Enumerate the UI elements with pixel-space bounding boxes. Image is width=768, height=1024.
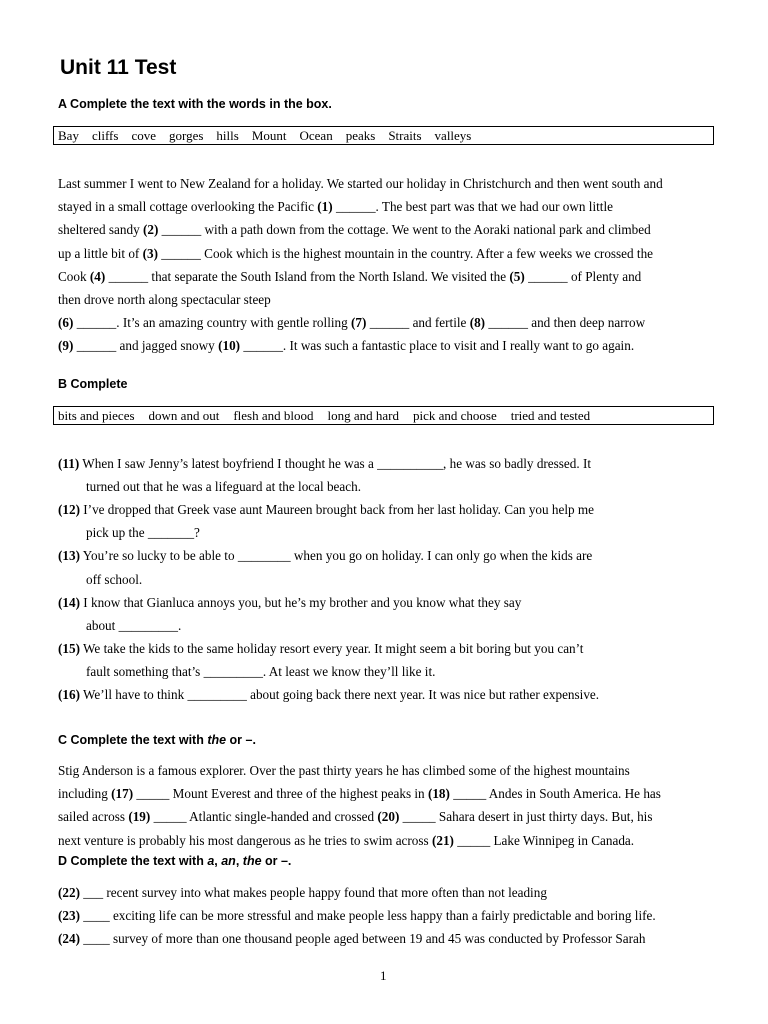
text-run: _____ Mount Everest and three of the highest peaks in — [133, 786, 428, 802]
item-number: (20) — [377, 809, 400, 825]
heading-text: or –. — [226, 733, 256, 747]
word-box-item: peaks — [345, 128, 376, 143]
text-line — [58, 809, 652, 825]
text-run: _____ Atlantic single-handed and crossed — [150, 809, 378, 825]
text-run: then drove north along spectacular steep — [58, 292, 271, 307]
text-run: Last summer I went to New Zealand for a holiday. We started our holiday in Christchurch and then went south and — [58, 176, 663, 191]
heading-emphasis: the — [207, 733, 227, 747]
text-line — [58, 176, 663, 192]
text-run: We take the kids to the same holiday resort every year. It might seem a bit boring but you can’t — [79, 640, 584, 656]
text-run: You’re so lucky to be able to ________ when you go on holiday. I can only go when the kids are — [79, 548, 593, 564]
word-box-item: Straits — [388, 128, 422, 143]
heading-text: , — [214, 854, 222, 868]
text-line — [58, 885, 547, 901]
question-line — [86, 664, 435, 680]
item-number: (17) — [111, 786, 134, 802]
item-number: (11) — [58, 456, 80, 471]
question-line — [58, 687, 599, 703]
text-run: turned out that he was a lifeguard at the local beach. — [86, 479, 361, 495]
text-run: fault something that’s _________. At least we know they’ll like it. — [86, 663, 436, 679]
item-number: (10) — [218, 338, 241, 354]
question-line — [58, 502, 594, 518]
page-title: Unit 11 Test — [60, 56, 177, 79]
item-number: (23) — [58, 908, 80, 924]
word-box-item: long and hard — [327, 408, 399, 423]
text-run: ____ exciting life can be more stressful and make people less happy than a fairly predictable and boring life. — [79, 908, 656, 924]
text-run: ____ survey of more than one thousand people aged between 19 and 45 was conducted by Professor Sarah — [79, 931, 646, 947]
word-box-item: cove — [131, 128, 156, 143]
text-line — [58, 763, 630, 779]
item-number: (3) — [142, 245, 158, 261]
text-run: ______ of Plenty and — [524, 268, 642, 284]
text-run: ______. It was such a fantastic place to visit and I really want to go again. — [240, 338, 635, 354]
text-line — [58, 292, 271, 308]
item-number: (14) — [58, 594, 80, 610]
item-number: (4) — [89, 268, 106, 284]
word-box-item: hills — [216, 128, 239, 143]
text-line — [58, 246, 653, 262]
question-line — [86, 572, 142, 588]
heading-emphasis: the — [242, 854, 262, 868]
text-run: _____ Andes in South America. He has — [449, 786, 661, 802]
text-run: including — [58, 786, 112, 802]
text-run: I know that Gianluca annoys you, but he’s my brother and you know what they say — [79, 594, 522, 610]
word-box-item: Mount — [251, 128, 287, 143]
text-line — [58, 833, 634, 849]
item-number: (8) — [469, 315, 486, 331]
text-line — [58, 908, 656, 924]
text-line — [58, 269, 641, 285]
word-box-item: Ocean — [299, 128, 333, 143]
word-box-item: cliffs — [91, 128, 119, 143]
item-number: (6) — [58, 315, 74, 331]
section-b-heading: B Complete — [58, 377, 128, 391]
question-line — [58, 456, 591, 472]
text-run: _____ Lake Winnipeg in Canada. — [453, 832, 635, 848]
text-line — [58, 315, 645, 331]
text-run: up a little bit of — [58, 245, 143, 261]
text-run: stayed in a small cottage overlooking the Pacific — [58, 199, 318, 215]
heading-text: C Complete the text with — [58, 733, 208, 747]
item-number: (24) — [58, 931, 80, 947]
text-run: ______ that separate the South Island from the North Island. We visited the — [105, 268, 510, 284]
word-box-item: flesh and blood — [233, 408, 314, 423]
page-number: 1 — [380, 968, 387, 983]
question-line — [58, 595, 521, 611]
text-run: ______ and fertile — [366, 315, 470, 331]
heading-text: or –. — [261, 854, 292, 868]
text-run: Cook — [58, 268, 90, 284]
heading-emphasis: a — [207, 854, 215, 868]
item-number: (21) — [431, 832, 454, 848]
item-number: (7) — [351, 315, 367, 331]
item-number: (19) — [128, 809, 151, 825]
text-run: sailed across — [58, 809, 129, 825]
text-line — [58, 222, 651, 238]
text-run: Stig Anderson is a famous explorer. Over the past thirty years he has climbed some of the highest mountains — [58, 763, 630, 778]
section-a-heading: A Complete the text with the words in the box. — [58, 97, 332, 111]
text-run: about _________. — [86, 617, 182, 633]
text-run: pick up the _______? — [86, 525, 200, 541]
text-run: When I saw Jenny’s latest boyfriend I thought he was a __________, he was so badly dressed. It — [79, 456, 592, 471]
text-run: next venture is probably his most dangerous as he tries to swim across — [58, 832, 432, 848]
text-run: I’ve dropped that Greek vase aunt Maureen brought back from her last holiday. Can you help me — [79, 502, 595, 518]
item-number: (15) — [58, 640, 80, 656]
heading-text: , — [235, 854, 243, 868]
word-box-item: tried and tested — [510, 408, 591, 423]
question-line — [86, 618, 181, 634]
word-box-item: down and out — [148, 408, 220, 423]
text-run: off school. — [86, 571, 143, 587]
text-run: ______ and jagged snowy — [73, 338, 219, 354]
text-run: sheltered sandy — [58, 222, 143, 238]
text-run: ______. The best part was that we had our own little — [332, 199, 613, 215]
word-box-item: bits and pieces — [58, 408, 135, 423]
heading-text: D Complete the text with — [58, 854, 208, 868]
item-number: (2) — [142, 222, 159, 238]
question-line — [86, 525, 200, 541]
item-number: (13) — [58, 548, 80, 564]
question-line — [58, 641, 583, 657]
item-number: (12) — [58, 502, 80, 518]
item-number: (5) — [509, 268, 525, 284]
word-box-a — [53, 126, 714, 145]
item-number: (9) — [58, 338, 74, 354]
text-run: ______ with a path down from the cottage. We went to the Aoraki national park and climbed — [158, 222, 651, 238]
text-run: ______ Cook which is the highest mountain in the country. After a few weeks we crossed the — [158, 245, 654, 261]
text-run: _____ Sahara desert in just thirty days. But, his — [399, 809, 653, 825]
text-line — [58, 786, 661, 802]
word-box-item: gorges — [168, 128, 204, 143]
word-box-item: pick and choose — [412, 408, 497, 423]
question-line — [58, 548, 592, 564]
text-run: ___ recent survey into what makes people happy found that more often than not leading — [79, 885, 547, 900]
text-line — [58, 931, 645, 947]
word-box-b — [53, 406, 714, 425]
text-run: We’ll have to think _________ about going back there next year. It was nice but rather expensive. — [79, 687, 600, 702]
heading-emphasis: an — [221, 854, 236, 868]
section-c-heading — [58, 733, 256, 747]
section-d-heading — [58, 854, 291, 868]
question-line — [86, 479, 361, 495]
item-number: (1) — [317, 199, 333, 215]
item-number: (16) — [58, 687, 80, 702]
item-number: (22) — [58, 885, 80, 900]
text-line — [58, 199, 613, 215]
text-line — [58, 338, 634, 354]
text-run: ______ and then deep narrow — [485, 315, 646, 331]
word-box-item: Bay — [58, 128, 79, 143]
text-run: ______. It’s an amazing country with gentle rolling — [73, 315, 352, 331]
item-number: (18) — [427, 786, 450, 802]
word-box-item: valleys — [434, 128, 472, 143]
